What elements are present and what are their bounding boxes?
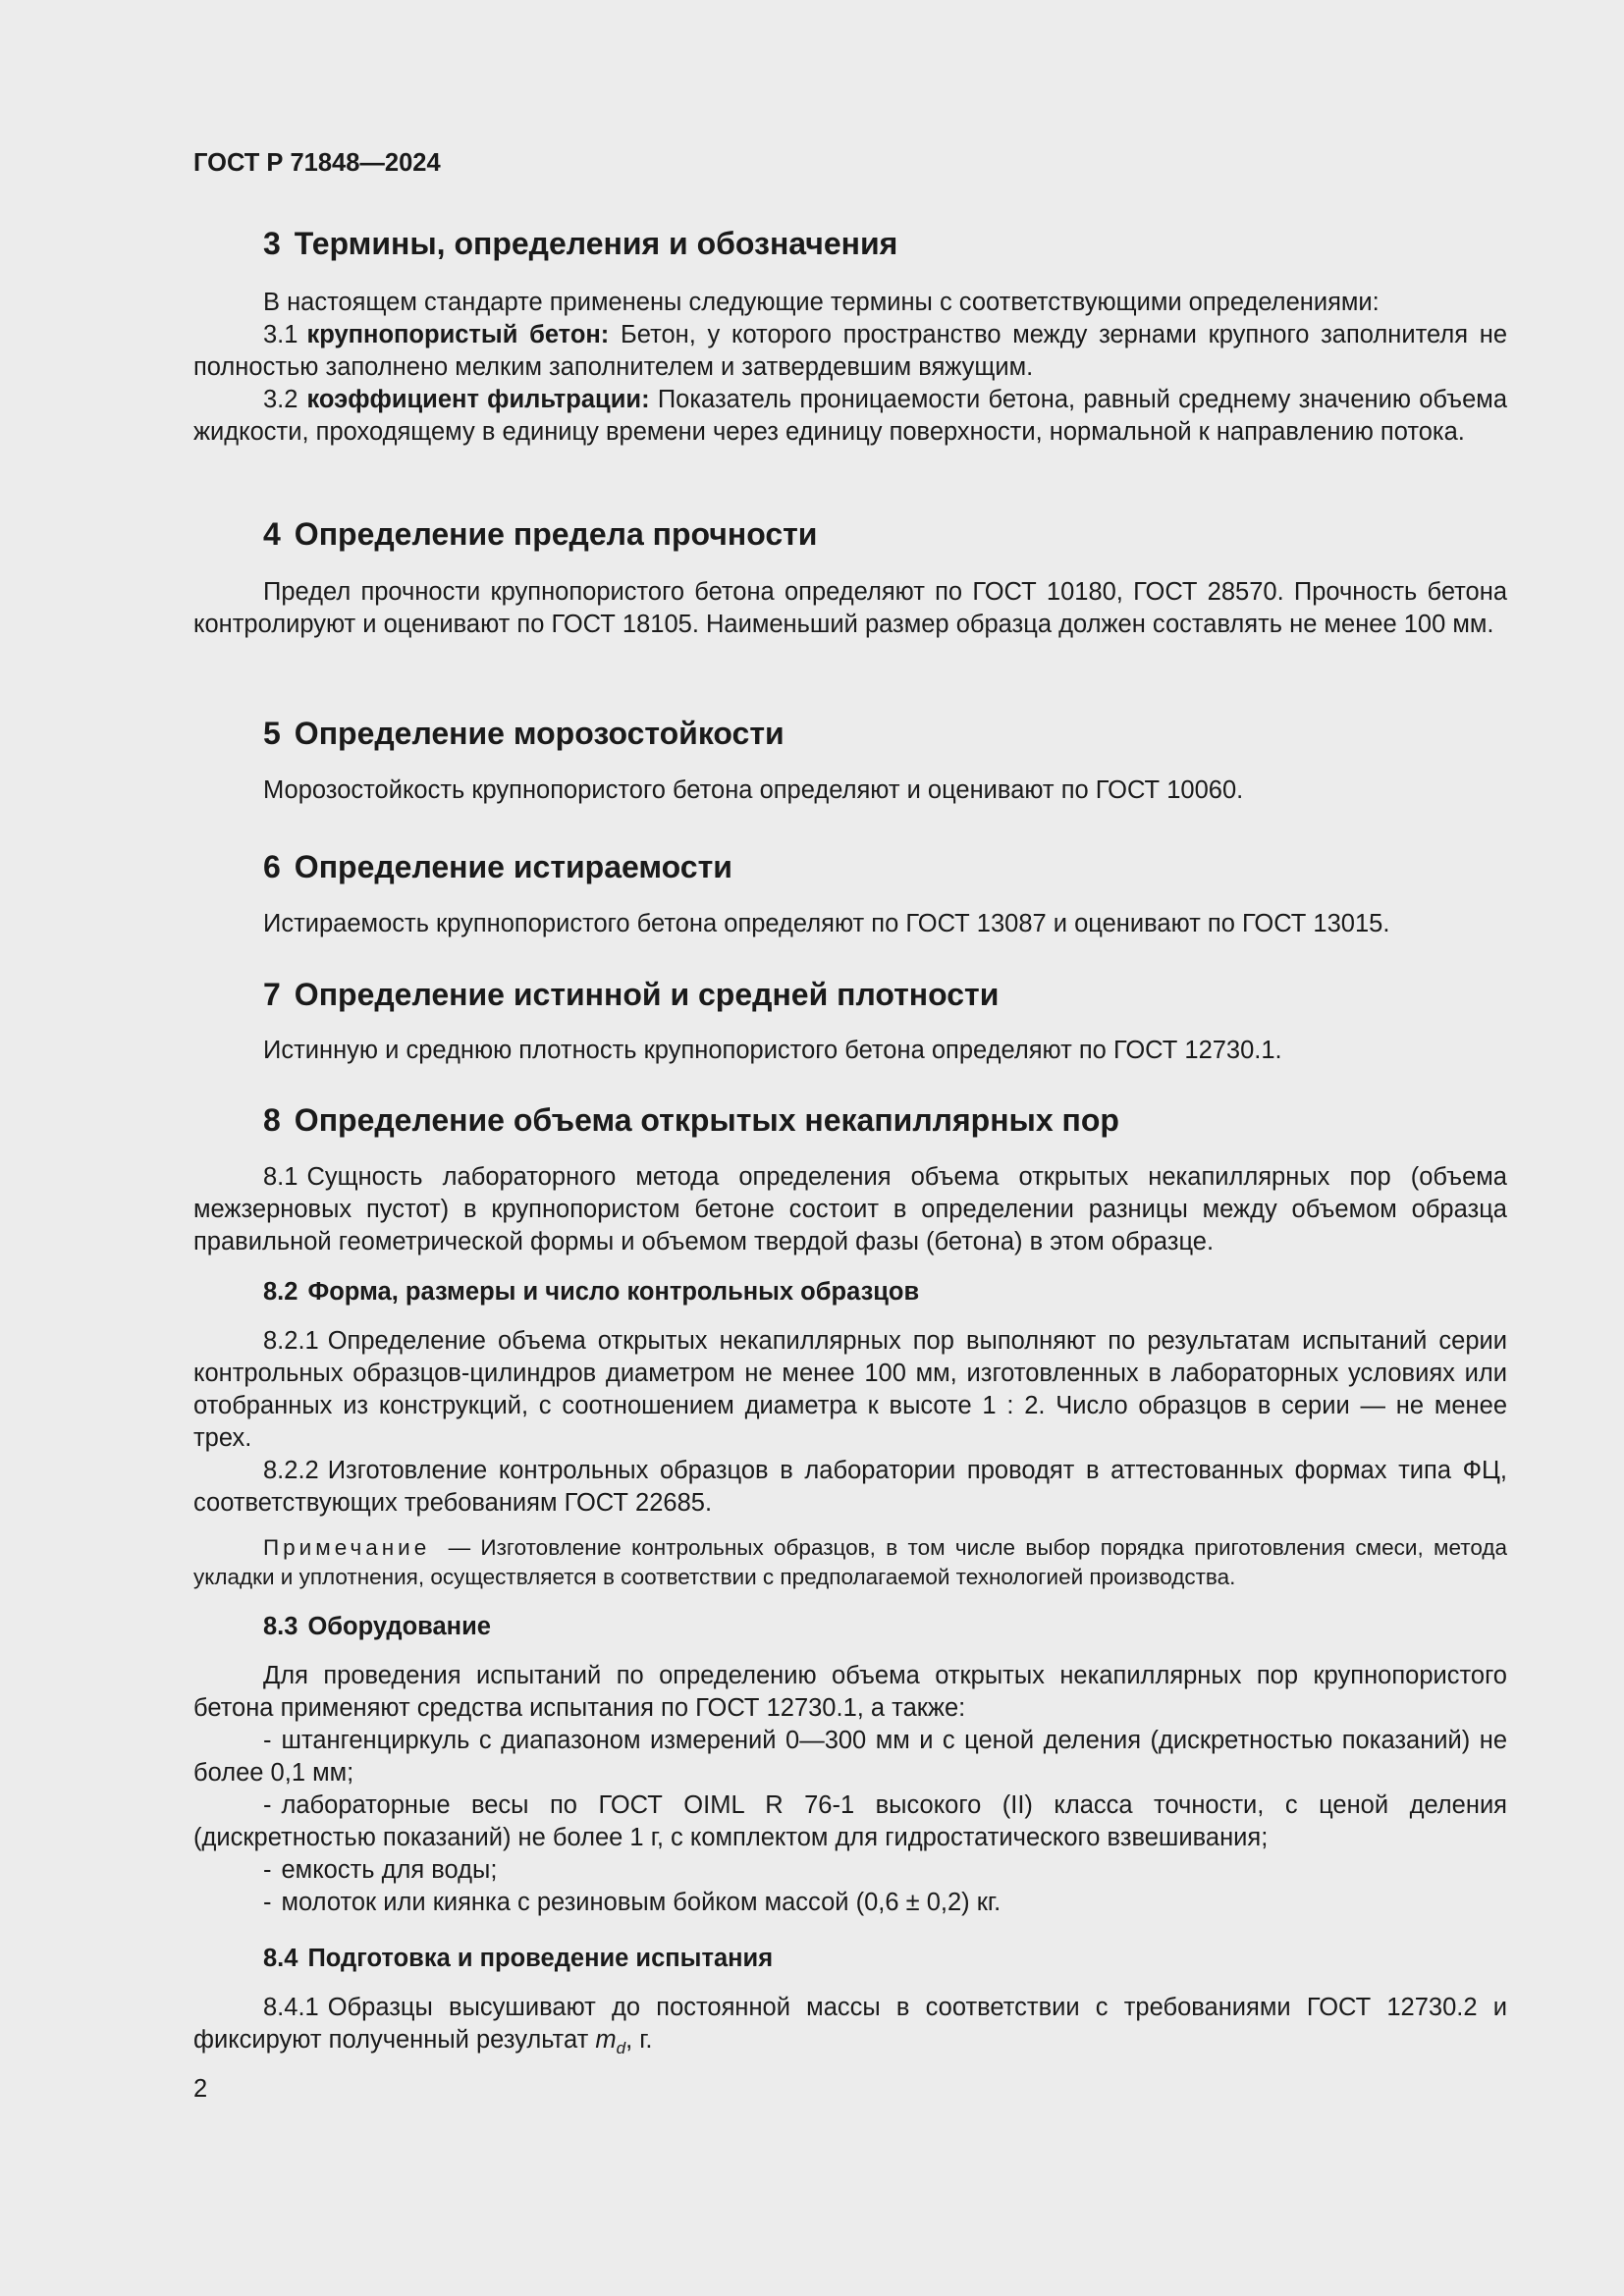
section-7-body xyxy=(193,1035,1507,1067)
term-3-1: 3.1 крупнопористый бетон: Бетон, у которого пространство между зернами крупного заполнителя не полностью заполнено мелким заполнителем и затвердевшим вяжущим. xyxy=(193,321,1507,381)
note-text: Примечание — Изготовление контрольных образцов, в том числе выбор порядка приготовления смеси, метода укладки и уплотнения, осуществляется в соответствии с предполагаемой технологией производства. xyxy=(193,1535,1507,1589)
paragraph-8-1: 8.1 Сущность лабораторного метода определения объема открытых некапиллярных пор (объема межзерновых пустот) в крупнопористом бетоне состоит в определении разницы между объемом образца правильной геометрической формы и объемом твердой фазы (бетона) в этом образце. xyxy=(193,1163,1507,1255)
section-6-heading: 6 Определение истираемости xyxy=(263,849,732,884)
section-3-heading: 3 Термины, определения и обозначения xyxy=(263,226,898,261)
section-4-body xyxy=(193,576,1507,641)
section-8-2-body xyxy=(193,1325,1507,1520)
section-3 xyxy=(193,224,1507,263)
paragraph-8-2-2: 8.2.2 Изготовление контрольных образцов в лаборатории проводят в аттестованных формах типа ФЦ, соответствующих требованиям ГОСТ 22685. xyxy=(193,1457,1507,1517)
section-6 xyxy=(193,847,1507,886)
section-4-heading: 4 Определение предела прочности xyxy=(263,516,818,552)
section-4-text: Предел прочности крупнопористого бетона определяют по ГОСТ 10180, ГОСТ 28570. Прочность бетона контролируют и оценивают по ГОСТ 18105. Наименьший размер образца должен составлять не менее 100 мм. xyxy=(193,578,1507,638)
section-3-intro: В настоящем стандарте применены следующие термины с соответствующими определениями: xyxy=(263,289,1380,316)
subsection-8-4-heading: 8.4 Подготовка и проведение испытания xyxy=(263,1945,774,1972)
section-7-text: Истинную и среднюю плотность крупнопористого бетона определяют по ГОСТ 12730.1. xyxy=(263,1037,1282,1064)
section-8-3-body xyxy=(193,1660,1507,1919)
page-number: 2 xyxy=(193,2075,208,2103)
section-6-body xyxy=(193,908,1507,940)
section-5-text: Морозостойкость крупнопористого бетона определяют и оценивают по ГОСТ 10060. xyxy=(263,776,1244,804)
list-item: - штангенциркуль с диапазоном измерений 0—300 мм и с ценой деления (дискретностью показаний) не более 0,1 мм; xyxy=(193,1727,1507,1787)
paragraph-8-2-1: 8.2.1 Определение объема открытых некапиллярных пор выполняют по результатам испытаний серии контрольных образцов-цилиндров диаметром не менее 100 мм, изготовленных в лабораторных условиях или отобранных из конструкций, с соотношением диаметра к высоте 1 : 2. Число образцов в серии — не менее трех. xyxy=(193,1327,1507,1452)
section-5-body xyxy=(193,774,1507,807)
section-8-1 xyxy=(193,1161,1507,1258)
section-4 xyxy=(193,514,1507,554)
subsection-8-3-heading: 8.3 Оборудование xyxy=(263,1613,491,1640)
section-8-3 xyxy=(193,1611,1507,1643)
section-3-body xyxy=(193,287,1507,449)
list-item: - лабораторные весы по ГОСТ OIML R 76-1 высокого (II) класса точности, с ценой деления (дискретностью показаний) не более 1 г, с комплектом для гидростатического взвешивания; xyxy=(193,1791,1507,1851)
list-item: - молоток или киянка с резиновым бойком массой (0,6 ± 0,2) кг. xyxy=(263,1889,1001,1916)
section-8-heading: 8 Определение объема открытых некапиллярных пор xyxy=(263,1102,1119,1138)
list-item: - емкость для воды; xyxy=(263,1856,498,1884)
section-8-4 xyxy=(193,1943,1507,1975)
section-5-heading: 5 Определение морозостойкости xyxy=(263,716,785,751)
mass-variable: $m_d$ xyxy=(595,2026,626,2058)
section-8 xyxy=(193,1100,1507,1140)
section-6-text: Истираемость крупнопористого бетона определяют по ГОСТ 13087 и оценивают по ГОСТ 13015. xyxy=(263,910,1390,937)
section-5 xyxy=(193,714,1507,753)
section-7 xyxy=(193,975,1507,1014)
section-7-heading: 7 Определение истинной и средней плотности xyxy=(263,977,1000,1012)
paragraph-8-4-1: 8.4.1 Образцы высушивают до постоянной массы в соответствии с требованиями ГОСТ 12730.2 и фиксируют полученный результат $m_d$, г. xyxy=(193,1994,1507,2058)
section-8-4-body xyxy=(193,1992,1507,2064)
section-8-2 xyxy=(193,1276,1507,1308)
document-code: ГОСТ Р 71848—2024 xyxy=(193,149,441,177)
term-3-2: 3.2 коэффициент фильтрации: Показатель проницаемости бетона, равный среднему значению объема жидкости, проходящему в единицу времени через единицу поверхности, нормальной к направлению потока. xyxy=(193,386,1507,446)
note xyxy=(193,1533,1507,1592)
paragraph-8-3: Для проведения испытаний по определению объема открытых некапиллярных пор крупнопористого бетона применяют средства испытания по ГОСТ 12730.1, а также: xyxy=(193,1662,1507,1722)
subsection-8-2-heading: 8.2 Форма, размеры и число контрольных образцов xyxy=(263,1278,920,1306)
